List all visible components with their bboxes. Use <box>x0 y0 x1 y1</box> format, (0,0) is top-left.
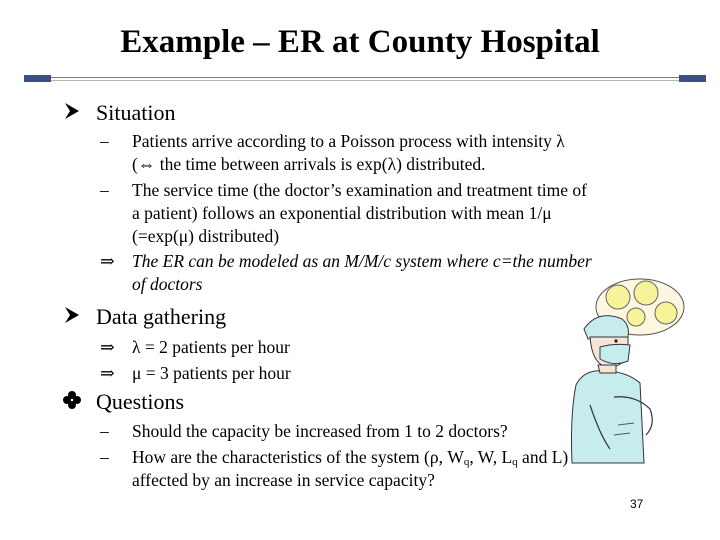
title-rule <box>24 75 706 83</box>
data-gathering-heading: Data gathering <box>96 304 227 329</box>
arrow-bullet-icon <box>62 100 92 128</box>
arrow-bullet-icon <box>62 304 92 332</box>
dash-bullet: – <box>100 447 109 467</box>
slide-title: Example – ER at County Hospital <box>120 24 600 60</box>
dash-bullet: – <box>100 421 109 441</box>
implies-bullet: ⇒ <box>100 337 115 357</box>
doctor-clipart <box>570 275 690 465</box>
questions-heading: Questions <box>96 389 184 414</box>
dash-bullet: – <box>100 131 109 151</box>
situation-heading: Situation <box>96 100 176 125</box>
implies-bullet: ⇒ <box>100 251 115 271</box>
dash-bullet: – <box>100 180 109 200</box>
implies-bullet: ⇒ <box>100 363 115 383</box>
rule-right-cap <box>679 75 706 82</box>
diamond-bullet-icon <box>62 389 92 417</box>
page-number: 37 <box>630 497 644 511</box>
rule-left-cap <box>24 75 51 82</box>
